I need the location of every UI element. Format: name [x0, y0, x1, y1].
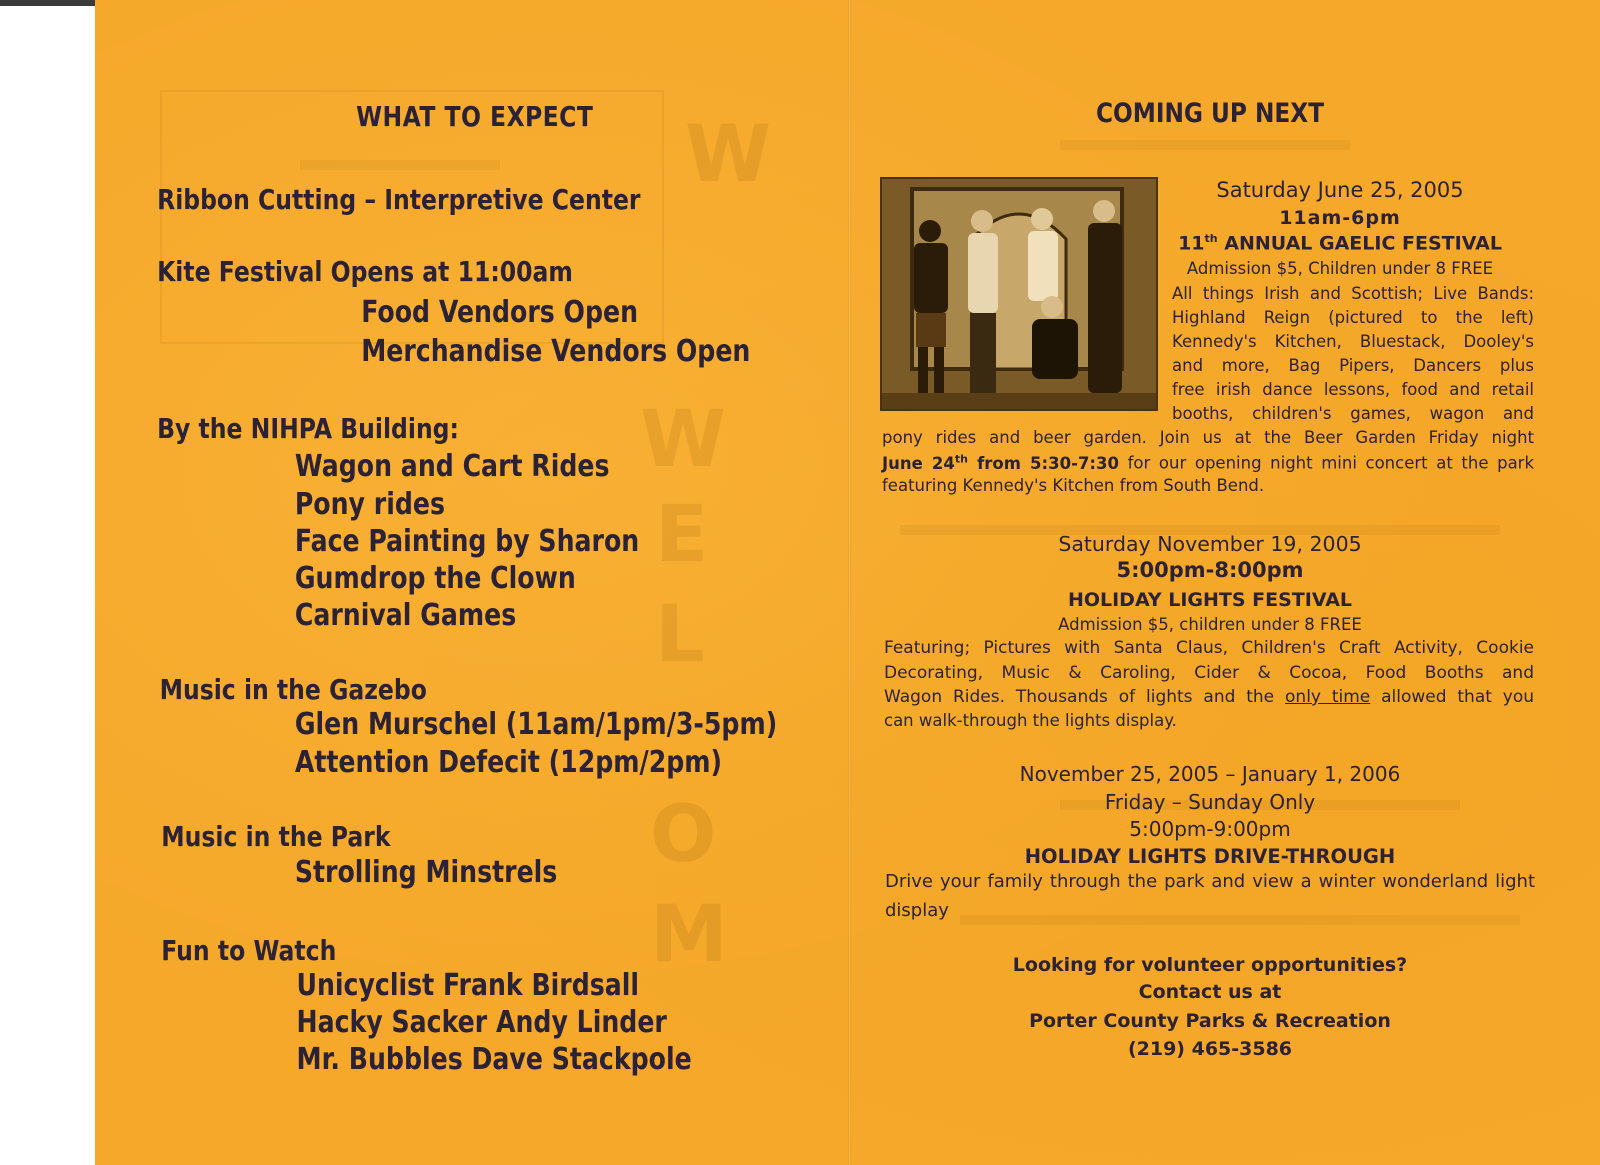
kite-festival: Kite Festival Opens at 11:00am — [157, 255, 573, 288]
food-vendors: Food Vendors Open — [361, 295, 639, 330]
holiday-description-line: Decorating, Music & Caroling, Cider & Cocoa, Food Booths and — [884, 663, 1534, 683]
gaelic-description-full-line: featuring Kennedy's Kitchen from South Bend. — [882, 476, 1265, 495]
holiday-only-time: only time — [1285, 687, 1371, 707]
drive-through-name: HOLIDAY LIGHTS DRIVE-THROUGH — [1024, 845, 1396, 868]
drive-through-description: Drive your family through the park and view a winter wonderland light — [885, 871, 1535, 892]
phone-number: (219) 465-3586 — [1127, 1038, 1293, 1060]
fun-heading: Fun to Watch — [161, 934, 337, 967]
show-through-letter: W — [685, 110, 772, 200]
merchandise-vendors: Merchandise Vendors Open — [361, 334, 751, 369]
drive-through-dates: November 25, 2005 – January 1, 2006 — [1019, 762, 1401, 786]
ribbon-cutting: Ribbon Cutting – Interpretive Center — [157, 183, 641, 216]
gaelic-time: 11am-6pm — [1279, 207, 1401, 229]
holiday-line3-end: allowed that you — [1370, 687, 1535, 707]
holiday-festival-name: HOLIDAY LIGHTS FESTIVAL — [1067, 589, 1353, 611]
show-through-letter: M — [650, 890, 728, 980]
beer-garden-day: June 24 — [882, 453, 955, 473]
nihpa-heading: By the NIHPA Building: — [157, 412, 459, 445]
gazebo-heading: Music in the Gazebo — [159, 673, 427, 706]
holiday-time: 5:00pm-8:00pm — [1116, 558, 1304, 582]
drive-through-description: display — [885, 900, 949, 921]
band-photo-illustration — [882, 179, 1156, 409]
drive-through-time: 5:00pm-9:00pm — [1129, 817, 1291, 841]
gaelic-festival-name — [1170, 232, 1510, 254]
gaelic-date: Saturday June 25, 2005 — [1216, 178, 1464, 202]
park-heading: Music in the Park — [161, 820, 391, 853]
center-fold — [848, 0, 851, 1165]
list-item: Carnival Games — [294, 598, 517, 633]
gaelic-description-full-line — [882, 452, 1534, 473]
gaelic-description-line: Kennedy's Kitchen, Bluestack, Dooley's — [1172, 332, 1534, 351]
beer-garden-date — [882, 454, 1119, 473]
show-through-line — [1060, 140, 1350, 150]
gaelic-ordinal: 11 — [1178, 232, 1205, 255]
contact-us: Contact us at — [1138, 981, 1282, 1003]
holiday-description-line: can walk-through the lights display. — [884, 711, 1177, 730]
holiday-admission: Admission $5, children under 8 FREE — [1058, 615, 1362, 634]
list-item: Wagon and Cart Rides — [294, 449, 610, 484]
gaelic-ordinal-suffix: th — [1204, 232, 1218, 245]
list-item: Pony rides — [294, 487, 445, 522]
gaelic-description-full-line: pony rides and beer garden. Join us at the Beer Garden Friday night — [882, 428, 1534, 447]
volunteer-question: Looking for volunteer opportunities? — [1012, 954, 1408, 976]
holiday-description-line — [884, 687, 1534, 707]
show-through-letter: W — [640, 395, 727, 485]
what-to-expect-title: WHAT TO EXPECT — [356, 100, 594, 133]
gaelic-festival-title: ANNUAL GAELIC FESTIVAL — [1224, 232, 1502, 255]
coming-up-next-title: COMING UP NEXT — [1095, 98, 1325, 129]
gaelic-description-line: free irish dance lessons, food and retail — [1172, 380, 1534, 399]
beer-garden-time: from 5:30-7:30 — [968, 453, 1119, 473]
organization-name: Porter County Parks & Recreation — [1029, 1010, 1391, 1032]
list-item: Gumdrop the Clown — [294, 561, 576, 596]
gaelic-admission: Admission $5, Children under 8 FREE — [1186, 259, 1494, 278]
list-item: Hacky Sacker Andy Linder — [296, 1005, 667, 1040]
list-item: Face Painting by Sharon — [294, 524, 640, 559]
show-through-line — [300, 160, 500, 170]
gaelic-description-line: and more, Bag Pipers, Dancers plus — [1172, 356, 1534, 375]
beer-garden-rest: for our opening night mini concert at the park — [1119, 453, 1535, 473]
band-photo — [880, 177, 1158, 411]
list-item: Strolling Minstrels — [294, 855, 558, 890]
holiday-date: Saturday November 19, 2005 — [1058, 532, 1362, 556]
holiday-line3-start: Wagon Rides. Thousands of lights and the — [884, 687, 1286, 707]
beer-garden-suffix: th — [954, 452, 968, 465]
list-item: Glen Murschel (11am/1pm/3-5pm) — [294, 707, 778, 742]
list-item: Attention Defecit (12pm/2pm) — [294, 745, 723, 780]
show-through-line — [960, 915, 1520, 925]
gaelic-description-line: booths, children's games, wagon and — [1172, 404, 1534, 423]
show-through-letter: O — [650, 790, 717, 880]
show-through-letter: E — [655, 490, 709, 580]
gaelic-description-line: Highland Reign (pictured to the left) — [1172, 308, 1534, 327]
holiday-description-line: Featuring; Pictures with Santa Claus, Children's Craft Activity, Cookie — [884, 638, 1534, 658]
list-item: Unicyclist Frank Birdsall — [296, 968, 640, 1003]
drive-through-days: Friday – Sunday Only — [1104, 790, 1316, 814]
scan-edge — [0, 0, 96, 6]
show-through-letter: L — [655, 590, 705, 680]
list-item: Mr. Bubbles Dave Stackpole — [296, 1042, 692, 1077]
gaelic-description-line: All things Irish and Scottish; Live Bands: — [1172, 284, 1534, 303]
